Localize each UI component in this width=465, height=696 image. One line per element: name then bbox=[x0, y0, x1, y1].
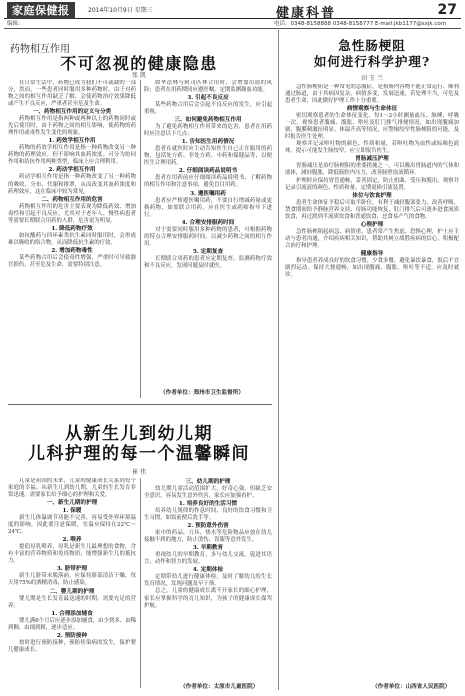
section-heading: 一、新生儿期的护理 bbox=[46, 500, 98, 507]
body-paragraph: 急性肠梗阻起病急、病情重，患者常产生焦虑、恐惧心理，护士应主动与患者沟通，介绍疾病相关知识，帮助其树立战胜疾病的信心，积极配合治疗和护理。 bbox=[285, 228, 459, 249]
article1-column-1 bbox=[8, 80, 136, 400]
article2-column-1 bbox=[8, 478, 136, 690]
body-paragraph: 幼儿期儿童活动范围扩大，好奇心强，但缺乏安全意识，容易发生意外伤害，家长应加强看护。 bbox=[144, 486, 272, 500]
column-divider bbox=[140, 80, 141, 398]
section-heading: 3. 遵医嘱用药 bbox=[190, 190, 226, 197]
body-paragraph: 患者在就医时应主动告知医生自己正在服用的药物，包括处方药、非处方药、中药和保健品等，以便医生合理用药。 bbox=[144, 146, 272, 167]
body-paragraph: 如抗酸药与四环素类抗生素同时服用时，会形成难以吸收的络合物，从而降低抗生素的疗效。 bbox=[8, 232, 136, 246]
section-heading: 1. 药效学相互作用 bbox=[48, 138, 96, 145]
editor-line: 编辑： bbox=[7, 21, 24, 27]
body-paragraph: 药动学相互作用是指一种药物改变了另一种药物的吸收、分布、代谢和排泄，从而改变其血药浓度和药理效应，这在临床中较为常见。 bbox=[8, 174, 136, 195]
article2-headline bbox=[4, 424, 274, 464]
body-paragraph: 药物相互作用的危害主要表现为降低药效、增加毒性和引起不良反应，尤其对于老年人、慢性病患者等需要长期联合用药的人群，危害更为明显。 bbox=[8, 203, 136, 224]
body-paragraph: 患者在用药前应仔细阅读药品说明书，了解药物的相互作用和注意事项，避免盲目用药。 bbox=[144, 175, 272, 189]
section-heading: 1. 保暖 bbox=[62, 508, 82, 515]
body-paragraph: 儿童是祖国的未来，儿童的健康成长关系到每个家庭的幸福。从新生儿到幼儿期，儿童的生长发育非常迅速，需要家长给予细心的护理和关爱。 bbox=[8, 478, 136, 499]
body-paragraph: 在日常生活中，药物已成为我们不可或缺的一部分，然而，一些患者同时服用多种药物时，由于对药物之间的相互作用缺乏了解，会使药物治疗效果降低或产生不良反应，严重者甚至危及生命。 bbox=[8, 80, 136, 108]
body-paragraph: 为了避免药物相互作用带来的危害，患者在用药时应注意以下几点： bbox=[144, 124, 272, 138]
section-heading: 1. 降低药物疗效 bbox=[51, 225, 93, 232]
body-paragraph: 总之，儿童的健康成长离不开家长的细心护理，家长应掌握科学的育儿知识，为孩子的健康成长保驾护航。 bbox=[144, 588, 272, 609]
section-heading: 2. 药动学相互作用 bbox=[48, 167, 96, 174]
section-heading: 健康指导 bbox=[360, 250, 384, 257]
body-paragraph: 按时进行预防接种，预防传染病的发生，保护婴儿健康成长。 bbox=[8, 639, 136, 653]
section-heading: 2. 预防接种 bbox=[56, 632, 88, 639]
body-paragraph: 新生儿体温调节功能不完善，容易受外界环境温度的影响，因此要注意保暖，室温应保持在22℃～24℃。 bbox=[8, 515, 136, 536]
body-paragraph: 新生儿脐带未脱落前，应保持脐部清洁干燥，每天用75%的酒精消毒，防止感染。 bbox=[8, 573, 136, 587]
article3-headline bbox=[282, 38, 462, 70]
body-paragraph: 急性肠梗阻是一种常见的急腹症，是指肠内容物不能正常运行、顺利通过肠道，由于其病因复杂，病情多变，发展迅速，若处理不当，可危及患者生命，因此做好护理工作十分重要。 bbox=[285, 84, 459, 105]
body-paragraph: 患者应严格遵医嘱用药，不要自行增减药量或更换药物，如需联合用药，应在医生或药师指导下进行。 bbox=[144, 197, 272, 218]
article2-headline-line1: 从新生儿到幼儿期 bbox=[65, 424, 213, 444]
section-heading: 5. 定期复查 bbox=[192, 248, 224, 255]
section-heading: 2. 喂养 bbox=[62, 537, 82, 544]
body-paragraph: 胃肠减压是治疗肠梗阻的重要措施之一，可以吸出胃肠道内的气体和液体，减轻腹胀，降低肠腔内压力，改善肠壁血液循环。 bbox=[285, 163, 459, 177]
body-paragraph: 长期联合用药的患者应定期复查，监测药物疗效和不良反应，发现问题及时就医。 bbox=[144, 255, 272, 269]
section-heading: 4. 定期体检 bbox=[192, 567, 224, 574]
body-paragraph: 婴儿期是生长发育最迅速的时期，需要充足的营养。 bbox=[8, 595, 136, 609]
contact-line: 电话：0348-8158888 0348-8158777 E-mail:jkb1177@sxjk.com bbox=[274, 21, 447, 27]
section-heading: 三、如何避免药物相互作用 bbox=[174, 117, 242, 124]
section-heading: 2. 仔细阅读药品说明书 bbox=[178, 168, 238, 175]
section-title: 健康科普 bbox=[276, 6, 337, 21]
article2-byline: 崔 伟 bbox=[132, 469, 146, 476]
article3-credit: （作者单位：山西省人民医院） bbox=[372, 684, 451, 690]
section-heading: 2. 预防意外伤害 bbox=[187, 523, 229, 530]
body-paragraph: 药物的药效学相互作用是指一种药物改变另一种药物的药理效应，但不影响其血药浓度。可分为协同作用和拮抗作用两种类型，临床上应合理利用。 bbox=[8, 145, 136, 166]
body-paragraph: 患者生命体征平稳后可取半卧位，有利于减轻腹部张力，改善呼吸。禁食期间给予静脉营养支持，待肠功能恢复、肛门排气后可逐步进食流质饮食，再过渡到半流质饮食和普通饮食，忌食易产气的食物。 bbox=[285, 199, 459, 220]
section-heading: 一、药物相互作用的定义与分类 bbox=[32, 109, 112, 116]
article2-headline-line2: 儿科护理的每一个温馨瞬间 bbox=[28, 444, 250, 464]
body-paragraph: 如华法林与阿司匹林合用时，会增加出血的风险；患者在用药期间应遵医嘱，定期监测凝血功能。 bbox=[144, 80, 272, 94]
article3-headline-line1: 急性肠梗阻 bbox=[338, 38, 406, 53]
body-paragraph: 对于需要同时服用多种药物的患者，可根据药物的特点合理安排服药时间，以减少药物之间的相互作用。 bbox=[144, 226, 272, 247]
body-paragraph: 指导患者养成良好的饮食习惯，少食多餐，避免暴饮暴食，饭后不宜剧烈运动。保持大便通畅，如出现腹痛、腹胀、呕吐等不适，应及时就诊。 bbox=[285, 257, 459, 278]
column-divider bbox=[140, 478, 141, 688]
article1-byline: 张 凯 bbox=[132, 72, 146, 79]
body-paragraph: 重视幼儿的早期教育，多与幼儿交流，促进其语言、动作和智力的发展。 bbox=[144, 552, 272, 566]
body-paragraph: 护理时应保持胃管通畅，妥善固定，防止扭曲、受压和脱出，观察并记录引流液的颜色、性质和量，定期更换引流装置。 bbox=[285, 177, 459, 191]
section-heading: 2. 增加药物毒性 bbox=[51, 247, 93, 254]
body-paragraph: 定期带幼儿进行健康体检，及时了解幼儿的生长发育情况，发现问题及早干预。 bbox=[144, 574, 272, 588]
section-heading: 3. 脐带护理 bbox=[56, 566, 88, 573]
section-heading: 二、药物相互作用的危害 bbox=[41, 196, 103, 203]
article1-column-2 bbox=[144, 80, 272, 384]
article1-credit: （作者单位：郑州市卫生监督所） bbox=[160, 390, 244, 396]
body-paragraph: 某些药物合用后会使毒性增强，严重时可导致器官损伤，甚至危及生命，需要特别注意。 bbox=[8, 254, 136, 268]
article1-kicker: 药物相互作用 bbox=[10, 44, 70, 55]
article3-headline-line2: 如何进行科学护理? bbox=[313, 54, 431, 69]
masthead-title: 家庭保健报 bbox=[7, 2, 75, 19]
section-heading: 1. 合理添加辅食 bbox=[51, 610, 93, 617]
article2-credit: （作者单位：太原市儿童医院） bbox=[180, 684, 259, 690]
body-paragraph: 某些药物合用后会引起不良反应的发生，应引起重视。 bbox=[144, 102, 272, 116]
body-paragraph: 观察并记录呕吐物的颜色、性质和量，若呕吐物为血性或棕褐色液体，提示可能发生肠绞窄，应立即报告医生。 bbox=[285, 141, 459, 155]
section-heading: 4. 合理安排服药时间 bbox=[181, 219, 235, 226]
body-paragraph: 药物相互作用是指两种或两种以上的药物同时或先后使用时，由于药物之间的相互影响，使药物的药理作用或毒性发生变化的现象。 bbox=[8, 116, 136, 137]
section-heading: 体位与饮食护理 bbox=[352, 192, 392, 199]
body-paragraph: 提倡母乳喂养，母乳是新生儿最理想的食物，含有丰富的营养物质和免疫物质，能增强新生儿的抵抗力。 bbox=[8, 544, 136, 565]
body-paragraph: 家中的药品、刀具、热水等危险物品应放在幼儿接触不到的地方，防止烫伤、误服等意外发生。 bbox=[144, 530, 272, 544]
page-header bbox=[4, 2, 461, 19]
article2-column-2 bbox=[144, 478, 272, 678]
section-heading: 3. 早期教育 bbox=[192, 545, 224, 552]
section-heading: 1. 告知医生用药情况 bbox=[181, 139, 235, 146]
section-heading: 3. 引起不良反应 bbox=[187, 95, 229, 102]
article3-byline: 田 玉 兰 bbox=[361, 75, 383, 82]
article1-headline: 不可忽视的健康隐患 bbox=[60, 54, 218, 73]
page-number: 27 bbox=[437, 2, 457, 18]
article3-column bbox=[285, 84, 459, 676]
section-heading: 三、幼儿期的护理 bbox=[185, 479, 231, 485]
section-heading: 心理护理 bbox=[360, 221, 384, 228]
body-paragraph: 密切观察患者的生命体征变化，每1～2小时测量血压、脉搏、呼吸一次，观察患者腹痛、腹胀、呕吐及肛门排气排便情况，如出现腹痛加剧、腹膜刺激征明显、体温升高等情况，应警惕绞窄性肠梗阻的可能，及时报告医生处理。 bbox=[285, 113, 459, 141]
body-paragraph: 培养幼儿规律的作息时间、良好的饮食习惯和卫生习惯，如饭前便后洗手等。 bbox=[144, 508, 272, 522]
section-heading: 胃肠减压护理 bbox=[355, 156, 389, 163]
article-separator bbox=[8, 404, 272, 405]
page-subheader bbox=[4, 19, 461, 29]
section-heading: 1. 培养良好的生活习惯 bbox=[178, 501, 238, 508]
issue-date: 2014年10月9日 星期三 bbox=[88, 7, 153, 14]
section-divider bbox=[278, 30, 279, 690]
section-heading: 病情观察与生命体征 bbox=[346, 106, 398, 113]
section-heading: 二、婴儿期的护理 bbox=[49, 588, 95, 595]
body-paragraph: 婴儿满6个月后应逐步添加辅食，由少到多、由稀到稠、由细到粗，逐步适应。 bbox=[8, 617, 136, 631]
